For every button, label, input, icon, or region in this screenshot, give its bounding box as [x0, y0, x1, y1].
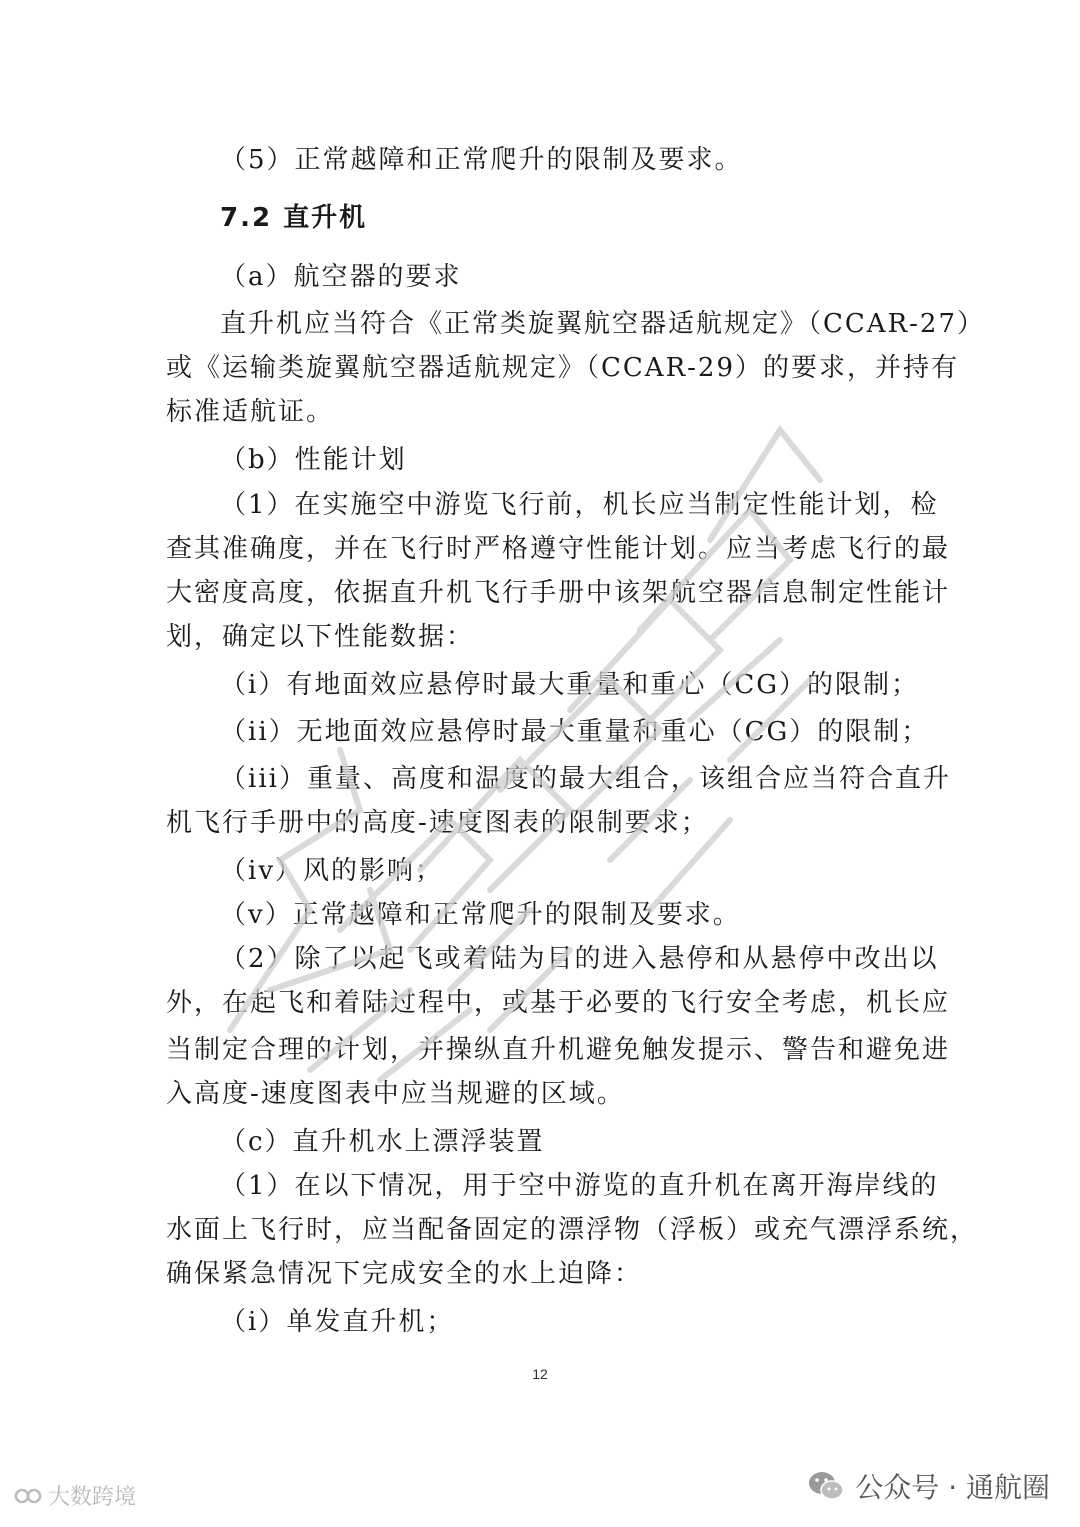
text-line: （i）有地面效应悬停时最大重量和重心（CG）的限制； — [220, 670, 919, 700]
text-line: （a）航空器的要求 — [220, 262, 462, 292]
text-line: （i）单发直升机； — [220, 1307, 455, 1337]
text-line: （b）性能计划 — [220, 445, 407, 475]
account-name: 公众号 · 通航圈 — [855, 1471, 1050, 1504]
text-line: 标准适航证。 — [166, 397, 335, 427]
text-line: （ii）无地面效应悬停时最大重量和重心（CG）的限制； — [220, 717, 930, 747]
text-line: 外，在起飞和着陆过程中，或基于必要的飞行安全考虑，机长应 — [166, 988, 951, 1018]
text-line: （1）在以下情况，用于空中游览的直升机在离开海岸线的 — [220, 1171, 939, 1201]
text-line: 大密度高度，依据直升机飞行手册中该架航空器信息制定性能计 — [166, 578, 951, 608]
text-line: 划，确定以下性能数据： — [166, 622, 475, 652]
page-number: 12 — [532, 1366, 548, 1382]
text-line: 入高度-速度图表中应当规避的区域。 — [166, 1079, 625, 1109]
footer-account — [807, 1466, 1050, 1506]
text-line: （5）正常越障和正常爬升的限制及要求。 — [220, 145, 743, 175]
footer-brand-left — [14, 1480, 136, 1511]
watermark-graphic — [190, 390, 830, 1090]
text-line: （2）除了以起飞或着陆为目的进入悬停和从悬停中改出以 — [220, 944, 939, 974]
wechat-icon — [807, 1470, 845, 1502]
text-line: （1）在实施空中游览飞行前，机长应当制定性能计划，检 — [220, 490, 939, 520]
text-line: （iii）重量、高度和温度的最大组合，该组合应当符合直升 — [220, 764, 951, 794]
text-line: 当制定合理的计划，并操纵直升机避免触发提示、警告和避免进 — [166, 1035, 951, 1065]
text-line: （iv）风的影响； — [220, 856, 444, 886]
text-line: 或《运输类旋翼航空器适航规定》（CCAR-29）的要求，并持有 — [166, 353, 960, 383]
text-line: 查其准确度，并在飞行时严格遵守性能计划。应当考虑飞行的最 — [166, 534, 951, 564]
brand-name: 大数跨境 — [48, 1485, 137, 1510]
brand-logo-icon — [14, 1487, 42, 1505]
text-line: 直升机应当符合《正常类旋翼航空器适航规定》（CCAR-27） — [220, 309, 986, 339]
text-line: （c）直升机水上漂浮装置 — [220, 1127, 545, 1157]
text-line: 水面上飞行时，应当配备固定的漂浮物（浮板）或充气漂浮系统， — [166, 1215, 979, 1245]
text-line: 机飞行手册中的高度-速度图表的限制要求； — [166, 808, 709, 838]
text-line: 确保紧急情况下完成安全的水上迫降： — [166, 1259, 643, 1289]
text-line: （v）正常越障和正常爬升的限制及要求。 — [220, 900, 741, 930]
section-heading: 7.2 直升机 — [220, 203, 368, 233]
